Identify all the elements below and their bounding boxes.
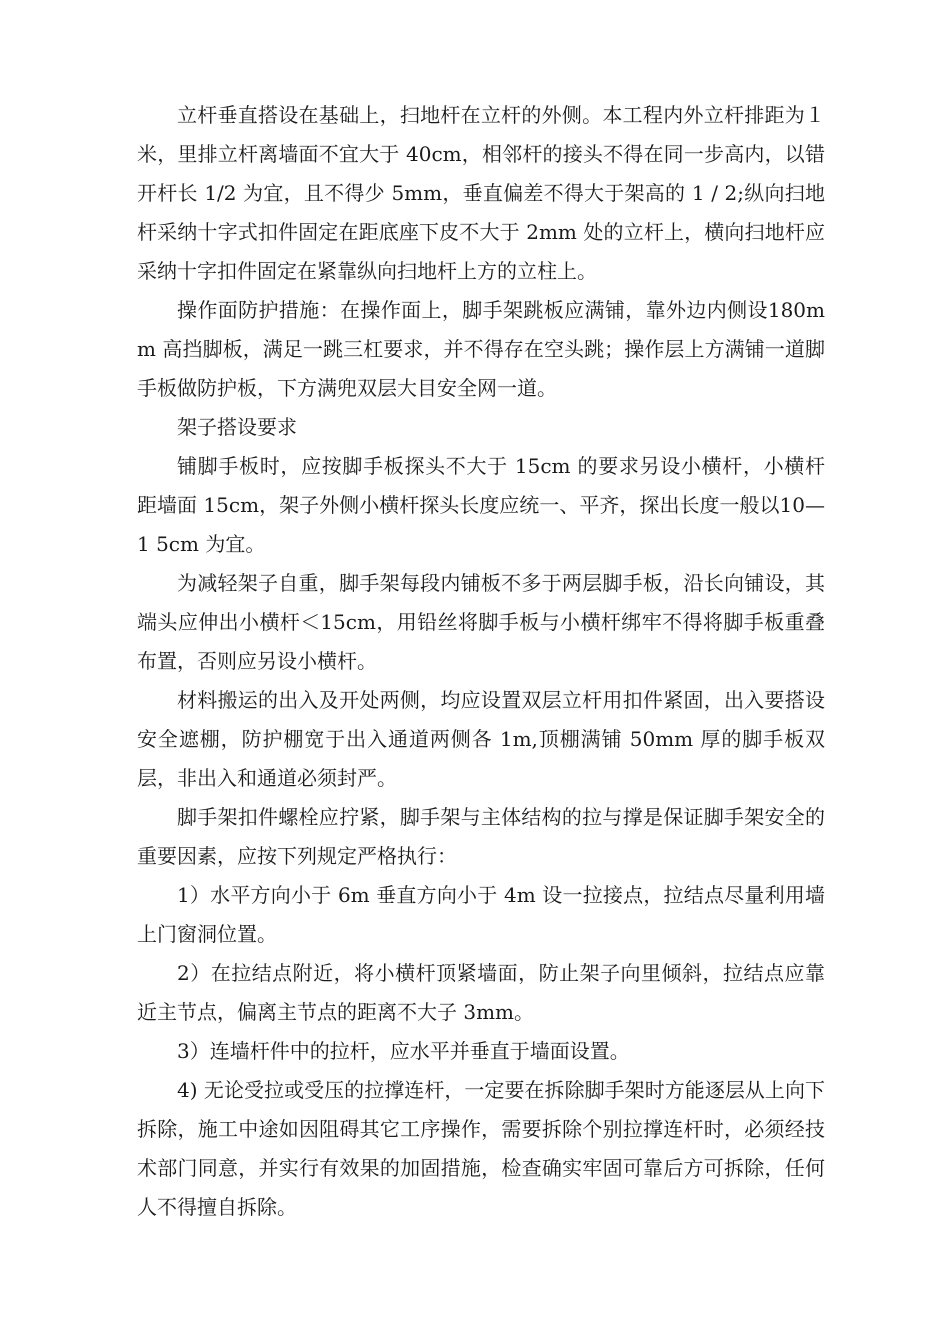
list-item-4: 4) 无论受拉或受压的拉撑连杆，一定要在拆除脚手架时方能逐层从上向下拆除，施工中途如因阻碍其它工序操作，需要拆除个别拉撑连杆时，必须经技术部门同意，并实行有效果的加固措施，检查确实牢固可靠后方可拆除，任何人不得擅自拆除。 <box>137 1078 825 1219</box>
paragraph-reduce-weight: 为减轻架子自重，脚手架每段内铺板不多于两层脚手板，沿长向铺设，其端头应伸出小横杆＜15cm，用铅丝将脚手板与小横杆绑牢不得将脚手板重叠布置，否则应另设小横杆。 <box>137 571 825 673</box>
document-body <box>137 96 825 1227</box>
section-heading-scaffold-requirements: 架子搭设要求 <box>177 415 297 439</box>
list-item-2: 2）在拉结点附近，将小横杆顶紧墙面，防止架子向里倾斜，拉结点应靠近主节点，偏离主节点的距离不大子 3mm。 <box>137 961 825 1024</box>
list-item-1: 1）水平方向小于 6m 垂直方向小于 4m 设一拉接点，拉结点尽量利用墙上门窗洞位置。 <box>137 883 825 946</box>
paragraph-fastener-bolts: 脚手架扣件螺栓应拧紧，脚手架与主体结构的拉与撑是保证脚手架安全的重要因素，应按下列规定严格执行： <box>137 805 825 868</box>
paragraph-work-surface-protection: 操作面防护措施：在操作面上，脚手架跳板应满铺，靠外边内侧设180mm 高挡脚板，满足一跳三杠要求，并不得存在空头跳；操作层上方满铺一道脚手板做防护板，下方满兜双层大目安全网一道。 <box>137 298 825 400</box>
paragraph-material-transport: 材料搬运的出入及开处两侧，均应设置双层立杆用扣件紧固，出入要搭设安全遮棚，防护棚宽于出入通道两侧各 1m,顶棚满铺 50mm 厚的脚手板双层，非出入和通道必须封严。 <box>137 688 825 790</box>
paragraph-pole-erection: 立杆垂直搭设在基础上，扫地杆在立杆的外侧。本工程内外立杆排距为１米，里排立杆离墙面不宜大于 40cm，相邻杆的接头不得在同一步高内，以错开杆长 1/2 为宜，且不得少 5mm，垂直偏差不得大于架高的 1 / 2;纵向扫地杆采纳十字式扣件固定在距底座下皮不大于 2mm 处的立杆上，横向扫地杆应采纳十字扣件固定在紧靠纵向扫地杆上方的立柱上。 <box>137 103 825 283</box>
list-item-3: 3）连墙杆件中的拉杆，应水平并垂直于墙面设置。 <box>177 1039 630 1063</box>
paragraph-laying-boards: 铺脚手板时，应按脚手板探头不大于 15cm 的要求另设小横杆，小横杆距墙面 15cm，架子外侧小横杆探头长度应统一、平齐，探出长度一般以10—1 5cm 为宜。 <box>137 454 825 556</box>
